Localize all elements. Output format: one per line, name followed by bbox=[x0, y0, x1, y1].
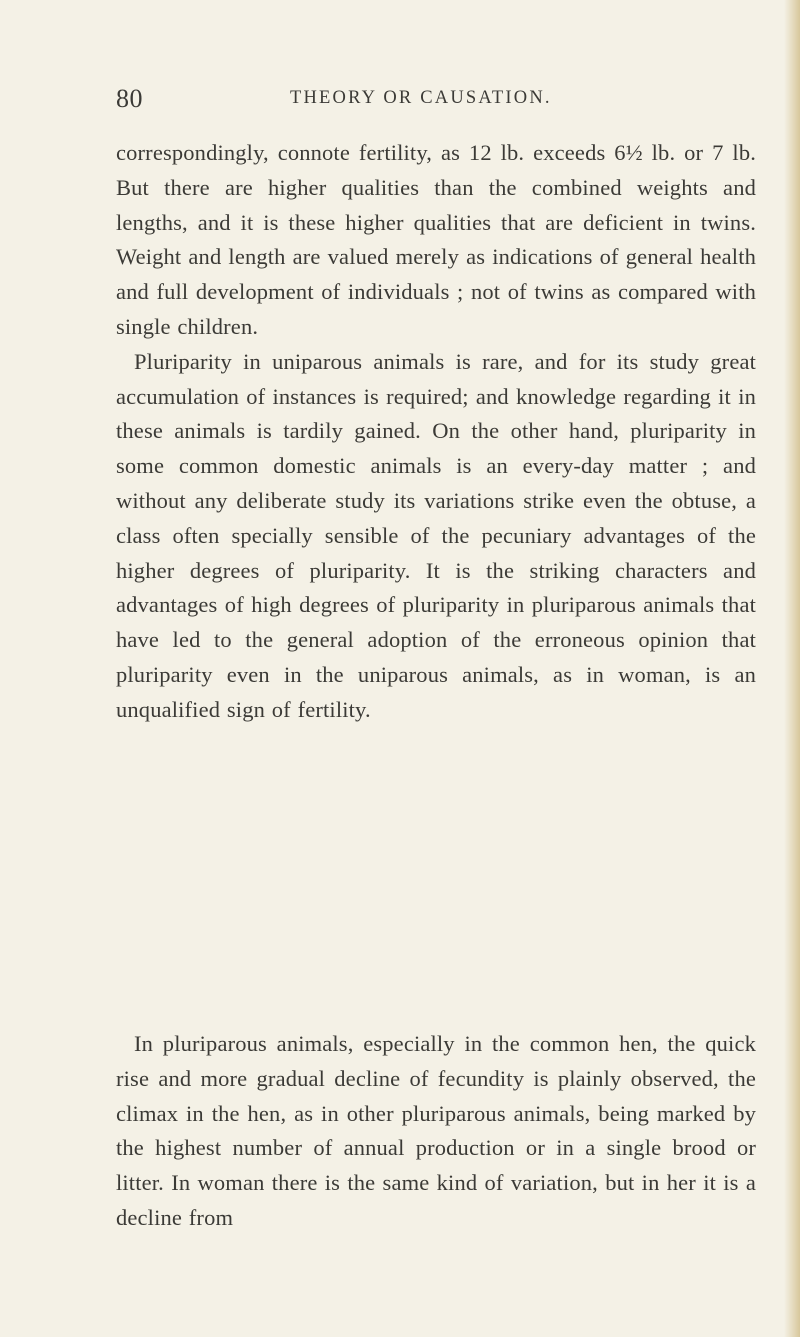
main-text-block bbox=[116, 136, 756, 728]
page-number: 80 bbox=[116, 84, 143, 113]
secondary-text-block bbox=[116, 1027, 756, 1236]
page-edge-shadow bbox=[784, 0, 800, 1337]
paragraph-pluriparous-animals: In pluriparous animals, especially in the common hen, the quick rise and more gradual decline of fecundity is plainly observed, the climax in the hen, as in other pluriparous animals, being marked by the highest number of annual production or in a single brood or litter. In woman there is the same kind of variation, but in her it is a decline from bbox=[116, 1031, 756, 1230]
running-head bbox=[0, 84, 800, 114]
paragraph-pluriparity: Pluriparity in uniparous animals is rare, and for its study great accumulation of instances is required; and knowledge regarding it in these animals is tardily gained. On the other hand, pluriparity in some common domestic animals is an every-day matter ; and without any deliberate study its variations strike even the obtuse, a class often specially sensible of the pecuniary advantages of the higher degrees of pluriparity. It is the striking characters and advantages of high degrees of pluriparity in pluriparous animals that have led to the general adoption of the erroneous opinion that pluriparity even in the uniparous animals, as in woman, is an unqualified sign of fertility. bbox=[116, 348, 756, 722]
paragraph-continuation: correspondingly, connote fertility, as 12 lb. exceeds 6½ lb. or 7 lb. But there are higher qualities than the combined weights and lengths, and it is these higher qualities that are deficient in twins. Weight and length are valued merely as indications of general health and full development of individuals ; not of twins as compared with single children. bbox=[116, 140, 756, 339]
running-title: THEORY OR CAUSATION. bbox=[290, 88, 552, 108]
